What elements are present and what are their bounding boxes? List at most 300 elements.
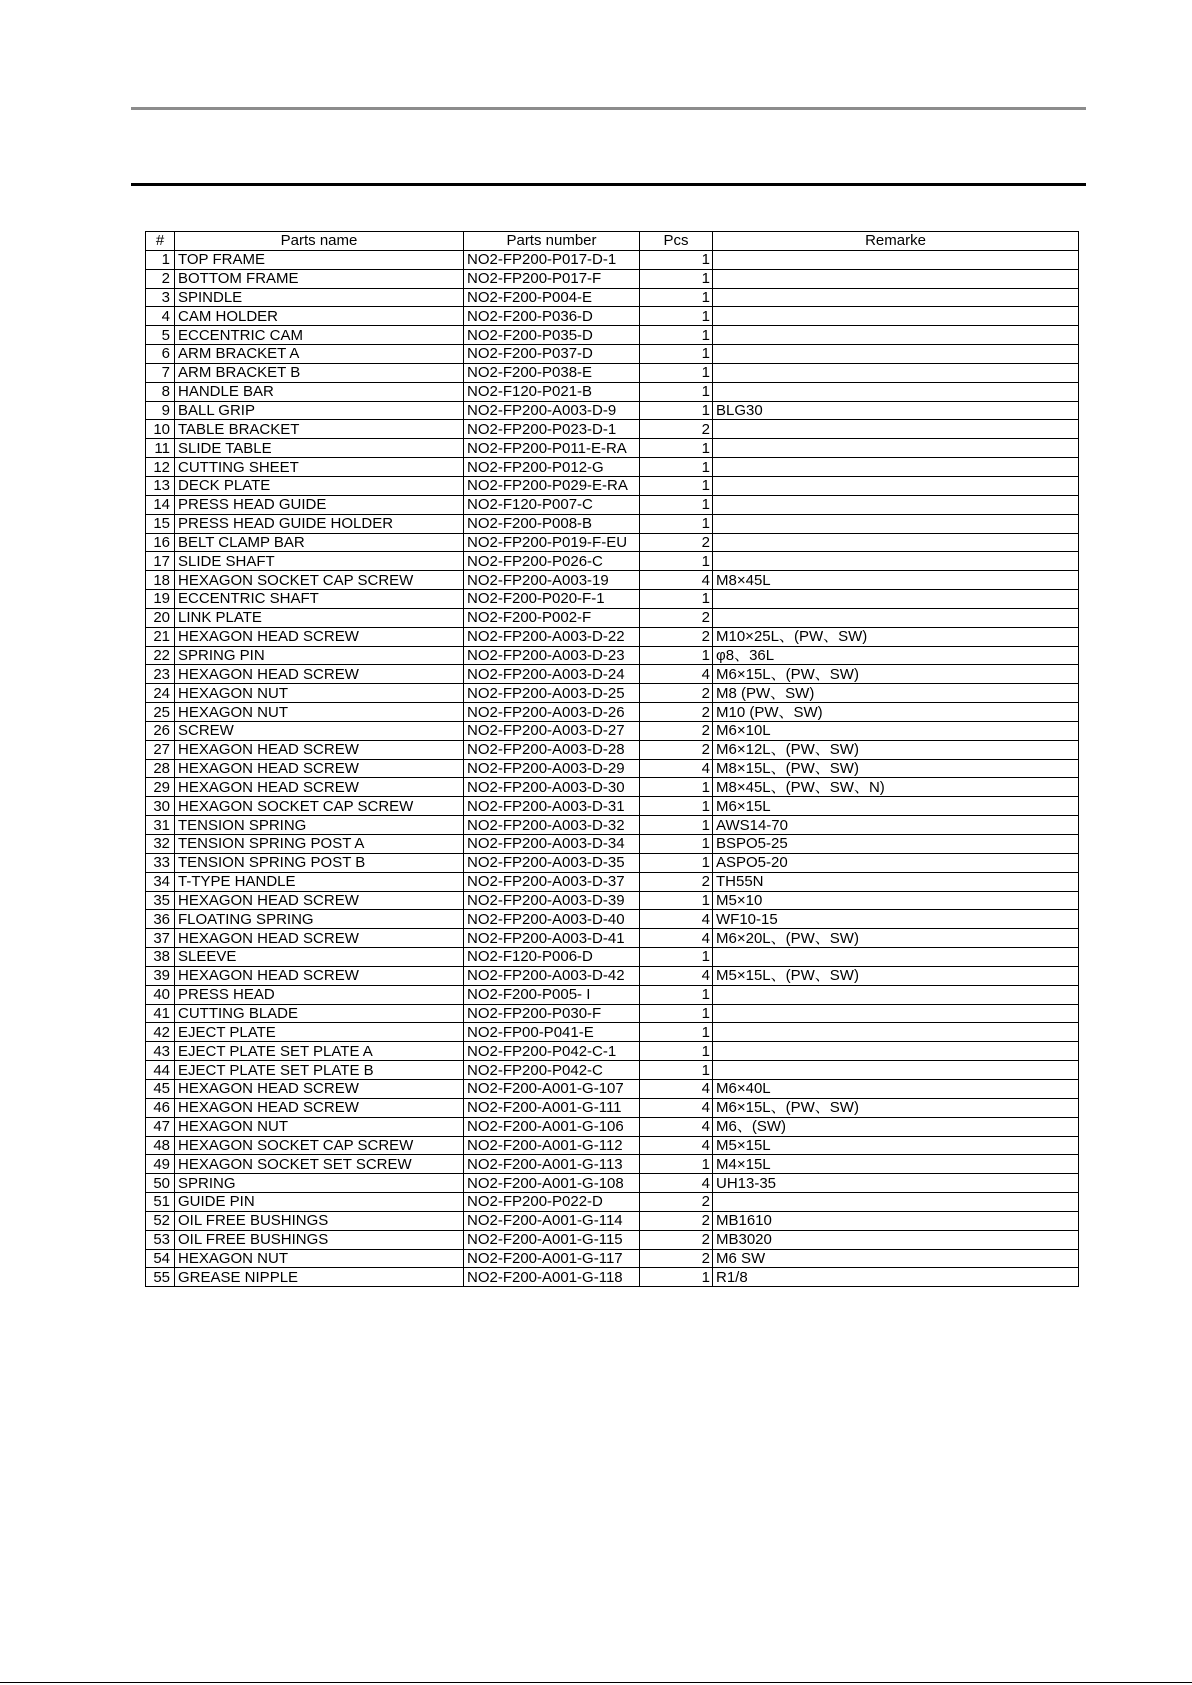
part-number: NO2-FP200-A003-D-26: [464, 703, 640, 722]
part-qty: 1: [640, 948, 713, 967]
part-qty: 4: [640, 1079, 713, 1098]
part-qty: 4: [640, 665, 713, 684]
part-qty: 1: [640, 1268, 713, 1287]
part-name: ECCENTRIC SHAFT: [175, 590, 464, 609]
part-remark: M6 SW: [713, 1249, 1079, 1268]
table-row: [146, 401, 1079, 420]
row-index: 9: [146, 401, 175, 420]
part-number: NO2-F200-A001-G-107: [464, 1079, 640, 1098]
row-index: 30: [146, 797, 175, 816]
row-index: 32: [146, 835, 175, 854]
part-remark: [713, 1023, 1079, 1042]
row-index: 26: [146, 721, 175, 740]
part-remark: φ8、36L: [713, 646, 1079, 665]
part-remark: TH55N: [713, 872, 1079, 891]
page-bottom-rule: [0, 1682, 1192, 1683]
part-remark: [713, 1061, 1079, 1080]
part-name: HEXAGON HEAD SCREW: [175, 966, 464, 985]
part-name: HEXAGON HEAD SCREW: [175, 759, 464, 778]
part-name: ARM BRACKET B: [175, 363, 464, 382]
part-number: NO2-FP200-P019-F-EU: [464, 533, 640, 552]
part-qty: 1: [640, 797, 713, 816]
part-number: NO2-F200-A001-G-112: [464, 1136, 640, 1155]
table-row: [146, 665, 1079, 684]
part-qty: 4: [640, 910, 713, 929]
part-qty: 1: [640, 382, 713, 401]
part-number: NO2-F200-A001-G-115: [464, 1230, 640, 1249]
row-index: 38: [146, 948, 175, 967]
part-remark: MB1610: [713, 1211, 1079, 1230]
table-row: [146, 326, 1079, 345]
part-name: PRESS HEAD GUIDE HOLDER: [175, 514, 464, 533]
table-row: [146, 345, 1079, 364]
table-row: [146, 929, 1079, 948]
part-qty: 2: [640, 740, 713, 759]
table-row: [146, 1079, 1079, 1098]
part-remark: M5×15L: [713, 1136, 1079, 1155]
part-remark: M6×15L、(PW、SW): [713, 1098, 1079, 1117]
part-qty: 1: [640, 363, 713, 382]
part-name: HEXAGON NUT: [175, 703, 464, 722]
table-row: [146, 382, 1079, 401]
part-number: NO2-F200-A001-G-113: [464, 1155, 640, 1174]
part-qty: 4: [640, 759, 713, 778]
part-qty: 2: [640, 721, 713, 740]
table-row: [146, 646, 1079, 665]
part-qty: 4: [640, 1136, 713, 1155]
table-row: [146, 872, 1079, 891]
table-row: [146, 721, 1079, 740]
part-number: NO2-F200-A001-G-106: [464, 1117, 640, 1136]
table-row: [146, 797, 1079, 816]
part-number: NO2-FP200-P029-E-RA: [464, 476, 640, 495]
table-row: [146, 1155, 1079, 1174]
part-name: HEXAGON NUT: [175, 1249, 464, 1268]
table-row: [146, 495, 1079, 514]
row-index: 5: [146, 326, 175, 345]
row-index: 46: [146, 1098, 175, 1117]
table-row: [146, 1193, 1079, 1212]
part-number: NO2-FP200-A003-D-9: [464, 401, 640, 420]
part-remark: [713, 552, 1079, 571]
part-name: SLIDE SHAFT: [175, 552, 464, 571]
part-remark: M6×10L: [713, 721, 1079, 740]
table-row: [146, 1174, 1079, 1193]
part-remark: [713, 288, 1079, 307]
part-remark: M5×10: [713, 891, 1079, 910]
part-number: NO2-FP200-A003-D-28: [464, 740, 640, 759]
row-index: 19: [146, 590, 175, 609]
part-qty: 1: [640, 985, 713, 1004]
part-number: NO2-FP200-A003-19: [464, 571, 640, 590]
row-index: 34: [146, 872, 175, 891]
table-row: [146, 458, 1079, 477]
part-qty: 2: [640, 684, 713, 703]
row-index: 45: [146, 1079, 175, 1098]
part-number: NO2-FP200-P017-D-1: [464, 250, 640, 269]
part-name: HEXAGON HEAD SCREW: [175, 929, 464, 948]
row-index: 28: [146, 759, 175, 778]
part-remark: M6×15L、(PW、SW): [713, 665, 1079, 684]
part-number: NO2-FP200-P022-D: [464, 1193, 640, 1212]
table-row: [146, 985, 1079, 1004]
row-index: 39: [146, 966, 175, 985]
table-row: [146, 1117, 1079, 1136]
table-row: [146, 835, 1079, 854]
part-qty: 1: [640, 345, 713, 364]
part-qty: 1: [640, 288, 713, 307]
part-number: NO2-F200-P002-F: [464, 608, 640, 627]
table-row: [146, 910, 1079, 929]
part-remark: [713, 345, 1079, 364]
part-remark: [713, 1042, 1079, 1061]
part-remark: M8×15L、(PW、SW): [713, 759, 1079, 778]
table-row: [146, 307, 1079, 326]
part-remark: M10×25L、(PW、SW): [713, 627, 1079, 646]
row-index: 35: [146, 891, 175, 910]
part-name: BELT CLAMP BAR: [175, 533, 464, 552]
part-number: NO2-F200-A001-G-117: [464, 1249, 640, 1268]
table-row: [146, 816, 1079, 835]
table-row: [146, 1098, 1079, 1117]
part-name: HEXAGON SOCKET SET SCREW: [175, 1155, 464, 1174]
part-qty: 1: [640, 1155, 713, 1174]
part-number: NO2-FP200-A003-D-39: [464, 891, 640, 910]
table-row: [146, 533, 1079, 552]
table-row: [146, 608, 1079, 627]
table-row: [146, 439, 1079, 458]
table-row: [146, 571, 1079, 590]
table-row: [146, 1268, 1079, 1287]
part-remark: [713, 439, 1079, 458]
part-remark: [713, 363, 1079, 382]
part-number: NO2-F200-A001-G-118: [464, 1268, 640, 1287]
row-index: 11: [146, 439, 175, 458]
part-name: BALL GRIP: [175, 401, 464, 420]
part-remark: M8×45L: [713, 571, 1079, 590]
part-remark: M5×15L、(PW、SW): [713, 966, 1079, 985]
part-name: TABLE BRACKET: [175, 420, 464, 439]
row-index: 24: [146, 684, 175, 703]
part-number: NO2-FP200-A003-D-22: [464, 627, 640, 646]
part-number: NO2-F120-P021-B: [464, 382, 640, 401]
part-number: NO2-FP200-A003-D-27: [464, 721, 640, 740]
part-remark: [713, 269, 1079, 288]
part-qty: 1: [640, 590, 713, 609]
part-name: HANDLE BAR: [175, 382, 464, 401]
part-name: SLEEVE: [175, 948, 464, 967]
part-name: CUTTING SHEET: [175, 458, 464, 477]
part-name: HEXAGON HEAD SCREW: [175, 1098, 464, 1117]
part-qty: 1: [640, 495, 713, 514]
part-qty: 2: [640, 1211, 713, 1230]
part-name: TENSION SPRING POST A: [175, 835, 464, 854]
row-index: 18: [146, 571, 175, 590]
part-qty: 1: [640, 514, 713, 533]
part-remark: [713, 495, 1079, 514]
part-remark: [713, 514, 1079, 533]
part-qty: 1: [640, 326, 713, 345]
table-row: [146, 288, 1079, 307]
part-name: HEXAGON HEAD SCREW: [175, 1079, 464, 1098]
part-name: PRESS HEAD GUIDE: [175, 495, 464, 514]
part-qty: 1: [640, 1023, 713, 1042]
row-index: 33: [146, 853, 175, 872]
part-number: NO2-FP200-P012-G: [464, 458, 640, 477]
part-remark: BSPO5-25: [713, 835, 1079, 854]
part-number: NO2-F200-P037-D: [464, 345, 640, 364]
part-name: GREASE NIPPLE: [175, 1268, 464, 1287]
row-index: 16: [146, 533, 175, 552]
table-row: [146, 891, 1079, 910]
part-number: NO2-FP200-A003-D-34: [464, 835, 640, 854]
part-remark: [713, 326, 1079, 345]
table-row: [146, 966, 1079, 985]
part-remark: M6×20L、(PW、SW): [713, 929, 1079, 948]
part-remark: AWS14-70: [713, 816, 1079, 835]
row-index: 7: [146, 363, 175, 382]
row-index: 36: [146, 910, 175, 929]
row-index: 31: [146, 816, 175, 835]
table-body: [146, 250, 1079, 1286]
table-row: [146, 1249, 1079, 1268]
part-number: NO2-FP200-A003-D-25: [464, 684, 640, 703]
part-number: NO2-FP200-P042-C-1: [464, 1042, 640, 1061]
part-number: NO2-F200-A001-G-114: [464, 1211, 640, 1230]
parts-table: [145, 231, 1079, 1287]
table-header-row: [146, 232, 1079, 251]
part-name: DECK PLATE: [175, 476, 464, 495]
row-index: 20: [146, 608, 175, 627]
part-number: NO2-FP200-P023-D-1: [464, 420, 640, 439]
table-row: [146, 1042, 1079, 1061]
part-number: NO2-FP200-P042-C: [464, 1061, 640, 1080]
table-row: [146, 1136, 1079, 1155]
row-index: 40: [146, 985, 175, 1004]
part-qty: 2: [640, 608, 713, 627]
part-remark: [713, 1004, 1079, 1023]
part-name: SCREW: [175, 721, 464, 740]
part-name: HEXAGON SOCKET CAP SCREW: [175, 571, 464, 590]
part-name: CAM HOLDER: [175, 307, 464, 326]
part-number: NO2-FP200-P026-C: [464, 552, 640, 571]
header-parts-name: Parts name: [175, 232, 464, 251]
table-row: [146, 269, 1079, 288]
part-qty: 1: [640, 835, 713, 854]
part-qty: 2: [640, 1249, 713, 1268]
header-rule-top: [131, 107, 1086, 110]
part-qty: 1: [640, 552, 713, 571]
part-qty: 2: [640, 1230, 713, 1249]
part-number: NO2-FP200-A003-D-30: [464, 778, 640, 797]
row-index: 3: [146, 288, 175, 307]
part-number: NO2-FP00-P041-E: [464, 1023, 640, 1042]
part-remark: M6、(SW): [713, 1117, 1079, 1136]
part-number: NO2-FP200-P011-E-RA: [464, 439, 640, 458]
part-number: NO2-FP200-A003-D-31: [464, 797, 640, 816]
part-remark: M6×40L: [713, 1079, 1079, 1098]
row-index: 52: [146, 1211, 175, 1230]
row-index: 50: [146, 1174, 175, 1193]
row-index: 14: [146, 495, 175, 514]
part-name: EJECT PLATE: [175, 1023, 464, 1042]
row-index: 10: [146, 420, 175, 439]
part-remark: BLG30: [713, 401, 1079, 420]
table-row: [146, 420, 1079, 439]
part-number: NO2-FP200-P017-F: [464, 269, 640, 288]
part-remark: M6×12L、(PW、SW): [713, 740, 1079, 759]
part-qty: 1: [640, 250, 713, 269]
part-name: ARM BRACKET A: [175, 345, 464, 364]
row-index: 6: [146, 345, 175, 364]
part-number: NO2-FP200-A003-D-23: [464, 646, 640, 665]
part-name: HEXAGON HEAD SCREW: [175, 627, 464, 646]
part-remark: R1/8: [713, 1268, 1079, 1287]
part-remark: UH13-35: [713, 1174, 1079, 1193]
part-qty: 1: [640, 816, 713, 835]
part-number: NO2-FP200-A003-D-37: [464, 872, 640, 891]
row-index: 22: [146, 646, 175, 665]
part-remark: M6×15L: [713, 797, 1079, 816]
part-remark: M10 (PW、SW): [713, 703, 1079, 722]
table-row: [146, 778, 1079, 797]
row-index: 42: [146, 1023, 175, 1042]
table-row: [146, 684, 1079, 703]
part-remark: [713, 250, 1079, 269]
part-qty: 1: [640, 476, 713, 495]
part-qty: 4: [640, 1117, 713, 1136]
part-name: OIL FREE BUSHINGS: [175, 1230, 464, 1249]
part-number: NO2-FP200-A003-D-29: [464, 759, 640, 778]
table-row: [146, 853, 1079, 872]
part-qty: 2: [640, 1193, 713, 1212]
table-row: [146, 1211, 1079, 1230]
row-index: 25: [146, 703, 175, 722]
part-number: NO2-F200-A001-G-111: [464, 1098, 640, 1117]
header-rule-bottom: [131, 183, 1086, 186]
table-row: [146, 552, 1079, 571]
row-index: 13: [146, 476, 175, 495]
part-remark: WF10-15: [713, 910, 1079, 929]
part-name: HEXAGON HEAD SCREW: [175, 665, 464, 684]
part-number: NO2-FP200-A003-D-32: [464, 816, 640, 835]
table-row: [146, 250, 1079, 269]
part-remark: MB3020: [713, 1230, 1079, 1249]
table-row: [146, 740, 1079, 759]
part-qty: 4: [640, 1174, 713, 1193]
part-name: PRESS HEAD: [175, 985, 464, 1004]
row-index: 29: [146, 778, 175, 797]
header-pcs: Pcs: [640, 232, 713, 251]
table-row: [146, 703, 1079, 722]
part-name: OIL FREE BUSHINGS: [175, 1211, 464, 1230]
part-remark: M4×15L: [713, 1155, 1079, 1174]
part-number: NO2-F200-P038-E: [464, 363, 640, 382]
row-index: 55: [146, 1268, 175, 1287]
table-row: [146, 590, 1079, 609]
table-row: [146, 363, 1079, 382]
row-index: 8: [146, 382, 175, 401]
part-name: ECCENTRIC CAM: [175, 326, 464, 345]
part-qty: 1: [640, 269, 713, 288]
part-remark: [713, 590, 1079, 609]
part-name: TENSION SPRING POST B: [175, 853, 464, 872]
row-index: 2: [146, 269, 175, 288]
part-remark: [713, 382, 1079, 401]
part-name: SPRING PIN: [175, 646, 464, 665]
part-remark: [713, 533, 1079, 552]
row-index: 44: [146, 1061, 175, 1080]
table-row: [146, 948, 1079, 967]
part-name: HEXAGON NUT: [175, 684, 464, 703]
row-index: 1: [146, 250, 175, 269]
part-qty: 2: [640, 627, 713, 646]
part-name: BOTTOM FRAME: [175, 269, 464, 288]
part-number: NO2-F200-P008-B: [464, 514, 640, 533]
row-index: 27: [146, 740, 175, 759]
part-qty: 1: [640, 1004, 713, 1023]
part-name: CUTTING BLADE: [175, 1004, 464, 1023]
part-remark: [713, 476, 1079, 495]
part-qty: 4: [640, 571, 713, 590]
part-name: EJECT PLATE SET PLATE B: [175, 1061, 464, 1080]
part-name: GUIDE PIN: [175, 1193, 464, 1212]
row-index: 21: [146, 627, 175, 646]
header-parts-number: Parts number: [464, 232, 640, 251]
part-qty: 1: [640, 778, 713, 797]
row-index: 43: [146, 1042, 175, 1061]
part-number: NO2-FP200-P030-F: [464, 1004, 640, 1023]
part-remark: [713, 948, 1079, 967]
table-row: [146, 1061, 1079, 1080]
part-name: FLOATING SPRING: [175, 910, 464, 929]
part-qty: 1: [640, 458, 713, 477]
header-remarke: Remarke: [713, 232, 1079, 251]
part-qty: 1: [640, 439, 713, 458]
part-remark: [713, 458, 1079, 477]
row-index: 49: [146, 1155, 175, 1174]
part-number: NO2-F200-P020-F-1: [464, 590, 640, 609]
part-name: SPRING: [175, 1174, 464, 1193]
part-number: NO2-F120-P006-D: [464, 948, 640, 967]
part-qty: 2: [640, 420, 713, 439]
table-row: [146, 514, 1079, 533]
part-remark: [713, 1193, 1079, 1212]
part-qty: 1: [640, 891, 713, 910]
part-name: SLIDE TABLE: [175, 439, 464, 458]
part-name: LINK PLATE: [175, 608, 464, 627]
part-qty: 4: [640, 929, 713, 948]
part-qty: 1: [640, 1061, 713, 1080]
part-name: HEXAGON HEAD SCREW: [175, 740, 464, 759]
row-index: 15: [146, 514, 175, 533]
part-name: EJECT PLATE SET PLATE A: [175, 1042, 464, 1061]
part-name: SPINDLE: [175, 288, 464, 307]
part-number: NO2-F200-P005- I: [464, 985, 640, 1004]
part-qty: 1: [640, 401, 713, 420]
row-index: 4: [146, 307, 175, 326]
part-qty: 1: [640, 646, 713, 665]
part-remark: [713, 985, 1079, 1004]
part-name: HEXAGON NUT: [175, 1117, 464, 1136]
row-index: 53: [146, 1230, 175, 1249]
row-index: 41: [146, 1004, 175, 1023]
row-index: 17: [146, 552, 175, 571]
table-row: [146, 759, 1079, 778]
part-number: NO2-FP200-A003-D-35: [464, 853, 640, 872]
part-number: NO2-F200-P004-E: [464, 288, 640, 307]
part-qty: 1: [640, 853, 713, 872]
